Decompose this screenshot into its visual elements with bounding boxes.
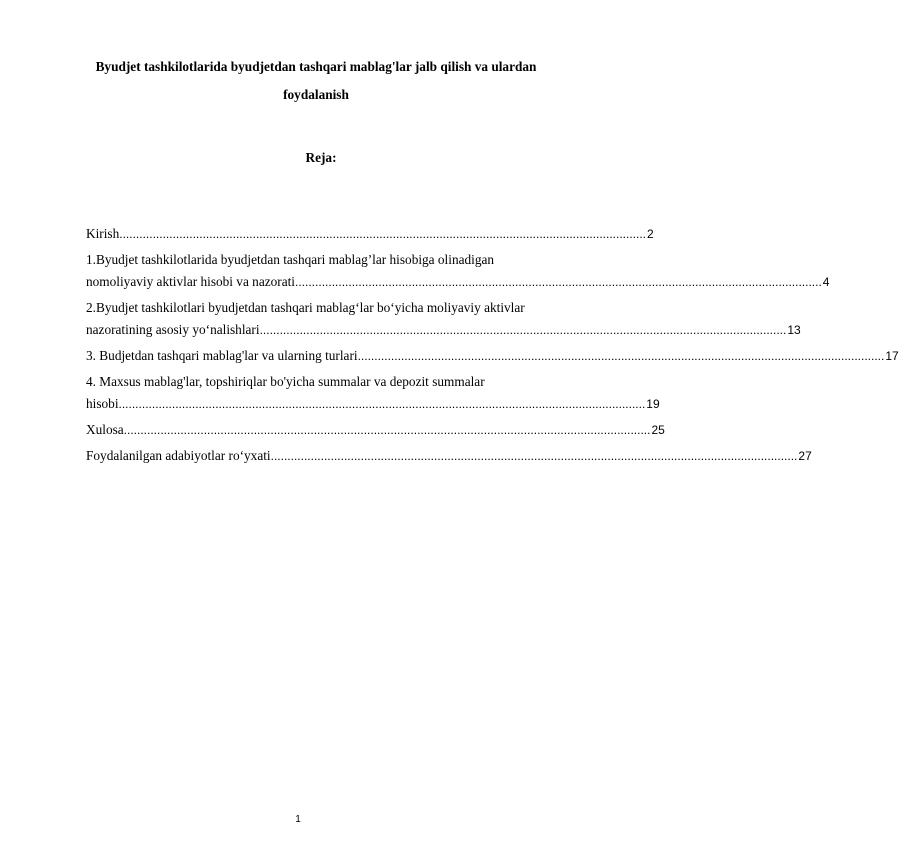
toc-leader-dots: ..............................................................................................................................................................: [295, 275, 822, 289]
toc-entry-title-line1: 4. Maxsus mablag'lar, topshiriqlar bo'yicha summalar va depozit summalar: [86, 374, 485, 389]
toc-entry-title: Xulosa: [86, 422, 124, 437]
toc-entry-title-line1: 1.Byudjet tashkilotlarida byudjetdan tashqari mablag’lar hisobiga olinadigan: [86, 252, 495, 267]
toc-leader-dots: ..............................................................................................................................................................: [119, 227, 647, 241]
toc-entry-kirish: [86, 223, 654, 245]
toc-page-number: 27: [798, 449, 812, 463]
toc-page-number: 4: [822, 275, 830, 289]
toc-entry-section-2: [86, 297, 801, 341]
toc-entry-section-4: [86, 371, 660, 415]
toc-page-number: 25: [651, 423, 665, 437]
document-title: Byudjet tashkilotlarida byudjetdan tashqari mablag'lar jalb qilish va ulardan foydalanish: [95, 59, 537, 102]
toc-entry-section-1: [86, 249, 830, 293]
toc-entry-title: Kirish: [86, 226, 120, 241]
toc-leader-dots: ..............................................................................................................................................................: [123, 423, 651, 437]
toc-page-number: 2: [647, 227, 654, 241]
toc-leader-dots: ..............................................................................................................................................................: [259, 323, 787, 337]
page-number: 1: [295, 814, 301, 825]
toc-page-number: 17: [885, 349, 899, 363]
toc-leader-dots: ..............................................................................................................................................................: [357, 349, 885, 363]
toc-entry-title: Foydalanilgan adabiyotlar ro‘yxati: [86, 448, 271, 463]
toc-entry-xulosa: [86, 419, 665, 441]
table-of-contents: [86, 223, 899, 471]
toc-entry-section-3: [86, 345, 899, 367]
toc-leader-dots: ..............................................................................................................................................................: [270, 449, 798, 463]
toc-page-number: 19: [646, 397, 660, 411]
toc-entry-title-line1: 2.Byudjet tashkilotlari byudjetdan tashqari mablag‘lar bo‘yicha moliyaviy aktivlar: [86, 300, 525, 315]
toc-entry-references: [86, 445, 812, 467]
toc-entry-title: nomoliyaviy aktivlar hisobi va nazorati: [86, 274, 296, 289]
toc-entry-title: 3. Budjetdan tashqari mablag'lar va ularning turlari: [86, 348, 358, 363]
toc-page-number: 13: [787, 323, 801, 337]
toc-leader-dots: ..............................................................................................................................................................: [118, 397, 646, 411]
toc-entry-title: nazoratining asosiy yo‘nalishlari: [86, 322, 260, 337]
plan-heading: Reja:: [305, 150, 337, 165]
toc-entry-title: hisobi: [86, 396, 119, 411]
